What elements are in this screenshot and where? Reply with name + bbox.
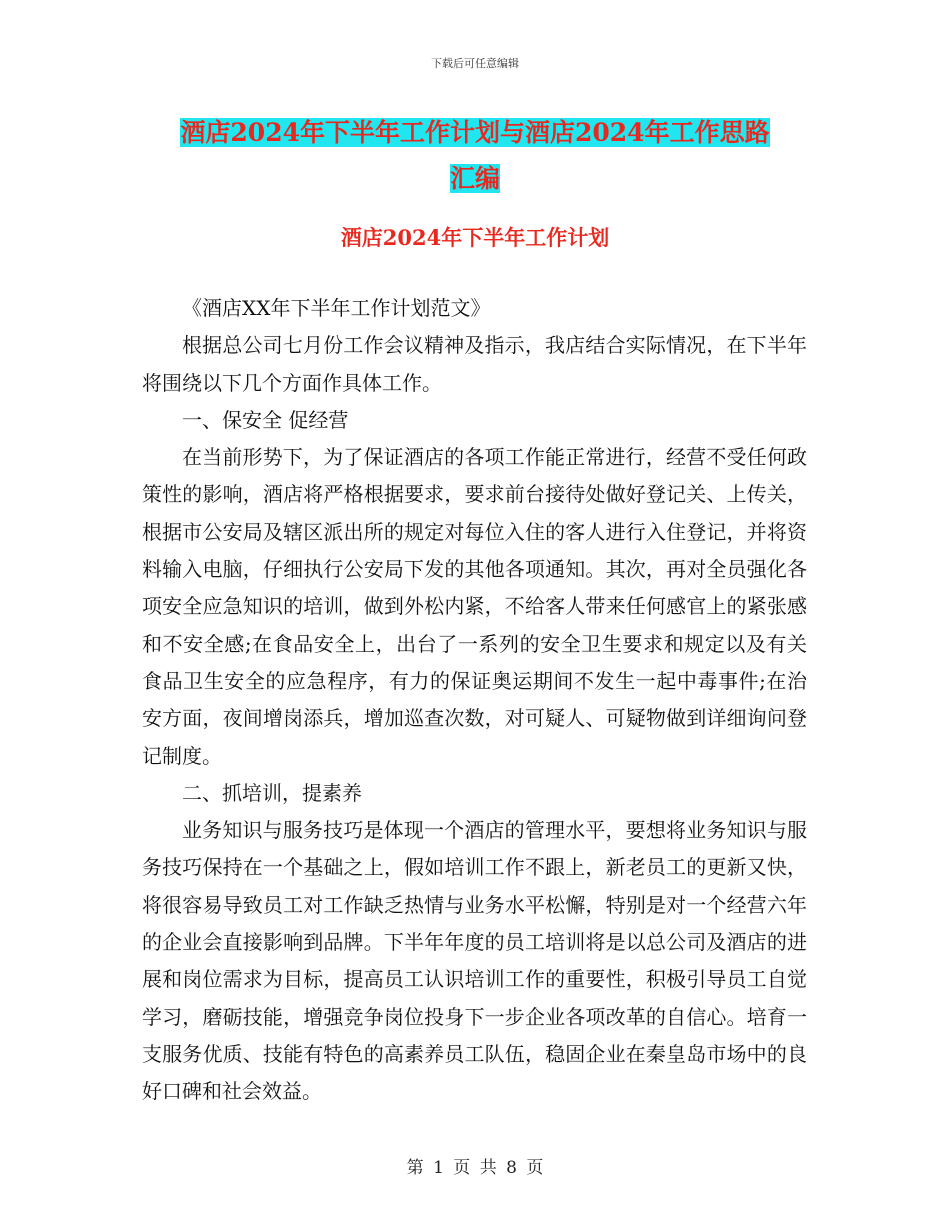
document-title-line-2: 汇编 <box>449 164 500 193</box>
intro-paragraph: 根据总公司七月份工作会议精神及指示，我店结合实际情况，在下半年将围绕以下几个方面作具体工作。 <box>142 333 807 395</box>
source-title-paragraph: 《酒店XX年下半年工作计划范文》 <box>182 296 491 320</box>
heading-safety: 一、保安全 促经营 <box>182 407 349 432</box>
training-paragraph: 业务知识与服务技巧是体现一个酒店的管理水平，要想将业务知识与服务技巧保持在一个基础之上，假如培训工作不跟上，新老员工的更新又快，将很容易导致员工对工作缺乏热情与业务水平松懈，特别是对一个经营六年的企业会直接影响到品牌。下半年年度的员工培训将是以总公司及酒店的进展和岗位需求为目标，提高员工认识培训工作的重要性，积极引导员工自觉学习，磨砺技能，增强竞争岗位投身下一步企业各项改革的自信心。培育一支服务优质、技能有特色的高素养员工队伍，稳固企业在秦皇岛市场中的良好口碑和社会效益。 <box>142 818 807 1104</box>
document-body <box>142 290 807 1111</box>
heading-training: 二、抓培训，提素养 <box>182 780 362 805</box>
page-footer: 第 1 页 共 8 页 <box>406 1158 544 1178</box>
header-note: 下载后可任意编辑 <box>431 57 519 70</box>
safety-paragraph: 在当前形势下，为了保证酒店的各项工作能正常进行，经营不受任何政策性的影响，酒店将严格根据要求，要求前台接待处做好登记关、上传关，根据市公安局及辖区派出所的规定对每位入住的客人进行入住登记，并将资料输入电脑，仔细执行公安局下发的其他各项通知。其次，再对全员强化各项安全应急知识的培训，做到外松内紧，不给客人带来任何感官上的紧张感和不安全感;在食品安全上，出台了一系列的安全卫生要求和规定以及有关食品卫生安全的应急程序，有力的保证奥运期间不发生一起中毒事件;在治安方面，夜间增岗添兵，增加巡查次数，对可疑人、可疑物做到详细询问登记制度。 <box>142 445 807 768</box>
document-title-line-1: 酒店2024年下半年工作计划与酒店2024年工作思路 <box>180 118 770 147</box>
section-title: 酒店2024年下半年工作计划 <box>340 225 610 250</box>
document-title <box>140 110 810 202</box>
